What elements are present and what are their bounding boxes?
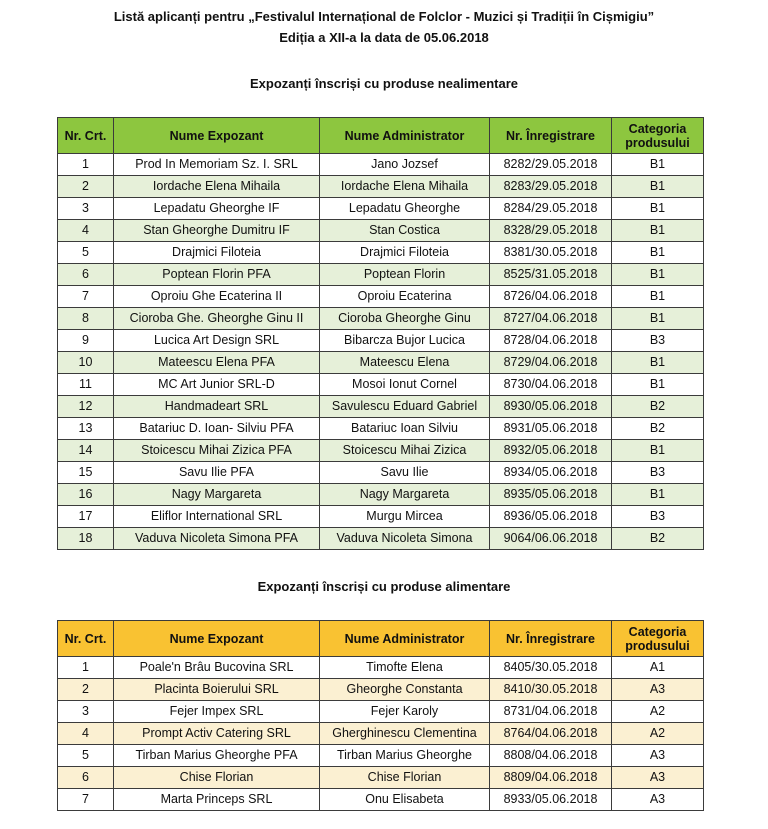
cell-exhibitor: Batariuc D. Ioan- Silviu PFA (114, 418, 320, 440)
cell-exhibitor: Iordache Elena Mihaila (114, 176, 320, 198)
table-row (58, 789, 704, 811)
cell-nr: 2 (58, 679, 114, 701)
cell-administrator: Batariuc Ioan Silviu (320, 418, 490, 440)
table-row (58, 767, 704, 789)
cell-exhibitor: MC Art Junior SRL-D (114, 374, 320, 396)
column-header-administrator: Nume Administrator (320, 621, 490, 657)
cell-exhibitor: Oproiu Ghe Ecaterina II (114, 286, 320, 308)
table-row (58, 723, 704, 745)
column-header-exhibitor: Nume Expozant (114, 118, 320, 154)
cell-administrator: Bibarcza Bujor Lucica (320, 330, 490, 352)
cell-exhibitor: Marta Princeps SRL (114, 789, 320, 811)
cell-category: B3 (612, 330, 704, 352)
cell-category: B1 (612, 286, 704, 308)
table-row (58, 242, 704, 264)
table-row (58, 264, 704, 286)
cell-exhibitor: Lepadatu Gheorghe IF (114, 198, 320, 220)
cell-registration: 9064/06.06.2018 (490, 528, 612, 550)
table-row (58, 745, 704, 767)
food-exhibitors-table (57, 620, 704, 811)
cell-nr: 12 (58, 396, 114, 418)
cell-nr: 14 (58, 440, 114, 462)
cell-registration: 8328/29.05.2018 (490, 220, 612, 242)
cell-administrator: Gheorghe Constanta (320, 679, 490, 701)
cell-registration: 8283/29.05.2018 (490, 176, 612, 198)
cell-category: A2 (612, 701, 704, 723)
cell-registration: 8729/04.06.2018 (490, 352, 612, 374)
table-row (58, 506, 704, 528)
cell-category: B1 (612, 264, 704, 286)
cell-nr: 8 (58, 308, 114, 330)
table-row (58, 440, 704, 462)
cell-exhibitor: Eliflor International SRL (114, 506, 320, 528)
cell-registration: 8525/31.05.2018 (490, 264, 612, 286)
column-header-administrator: Nume Administrator (320, 118, 490, 154)
cell-nr: 3 (58, 701, 114, 723)
cell-nr: 5 (58, 242, 114, 264)
section-heading-nonfood: Expozanți înscriși cu produse nealimentare (249, 76, 519, 91)
cell-administrator: Fejer Karoly (320, 701, 490, 723)
cell-exhibitor: Drajmici Filoteia (114, 242, 320, 264)
cell-nr: 2 (58, 176, 114, 198)
cell-exhibitor: Chise Florian (114, 767, 320, 789)
table-row (58, 484, 704, 506)
cell-category: B1 (612, 198, 704, 220)
cell-exhibitor: Poptean Florin PFA (114, 264, 320, 286)
cell-nr: 1 (58, 657, 114, 679)
cell-administrator: Tirban Marius Gheorghe (320, 745, 490, 767)
cell-administrator: Murgu Mircea (320, 506, 490, 528)
cell-exhibitor: Handmadeart SRL (114, 396, 320, 418)
cell-exhibitor: Fejer Impex SRL (114, 701, 320, 723)
cell-category: B3 (612, 506, 704, 528)
cell-registration: 8410/30.05.2018 (490, 679, 612, 701)
table-row (58, 528, 704, 550)
cell-exhibitor: Mateescu Elena PFA (114, 352, 320, 374)
cell-administrator: Stoicescu Mihai Zizica (320, 440, 490, 462)
cell-nr: 16 (58, 484, 114, 506)
table-row (58, 176, 704, 198)
table-row (58, 198, 704, 220)
cell-exhibitor: Lucica Art Design SRL (114, 330, 320, 352)
column-header-registration: Nr. Înregistrare (490, 621, 612, 657)
cell-nr: 5 (58, 745, 114, 767)
cell-category: A3 (612, 789, 704, 811)
cell-nr: 15 (58, 462, 114, 484)
table-row (58, 418, 704, 440)
cell-category: B2 (612, 396, 704, 418)
cell-category: B1 (612, 154, 704, 176)
cell-exhibitor: Poale'n Brâu Bucovina SRL (114, 657, 320, 679)
table-row (58, 330, 704, 352)
table-row (58, 352, 704, 374)
cell-registration: 8284/29.05.2018 (490, 198, 612, 220)
cell-exhibitor: Stoicescu Mihai Zizica PFA (114, 440, 320, 462)
cell-administrator: Savulescu Eduard Gabriel (320, 396, 490, 418)
cell-exhibitor: Placinta Boierului SRL (114, 679, 320, 701)
cell-administrator: Onu Elisabeta (320, 789, 490, 811)
cell-registration: 8808/04.06.2018 (490, 745, 612, 767)
cell-nr: 3 (58, 198, 114, 220)
table-row (58, 657, 704, 679)
table-row (58, 308, 704, 330)
cell-administrator: Vaduva Nicoleta Simona (320, 528, 490, 550)
cell-category: B3 (612, 462, 704, 484)
cell-registration: 8934/05.06.2018 (490, 462, 612, 484)
cell-registration: 8726/04.06.2018 (490, 286, 612, 308)
cell-administrator: Drajmici Filoteia (320, 242, 490, 264)
document-subtitle: Ediția a XII-a la data de 05.06.2018 (279, 30, 489, 45)
cell-category: B1 (612, 440, 704, 462)
cell-administrator: Iordache Elena Mihaila (320, 176, 490, 198)
cell-nr: 6 (58, 264, 114, 286)
cell-exhibitor: Prod In Memoriam Sz. I. SRL (114, 154, 320, 176)
nonfood-exhibitors-table (57, 117, 704, 550)
column-header-category: Categoria produsului (612, 621, 704, 657)
column-header-exhibitor: Nume Expozant (114, 621, 320, 657)
cell-nr: 9 (58, 330, 114, 352)
cell-registration: 8727/04.06.2018 (490, 308, 612, 330)
column-header-registration: Nr. Înregistrare (490, 118, 612, 154)
table-row (58, 154, 704, 176)
cell-nr: 7 (58, 286, 114, 308)
table-row (58, 374, 704, 396)
cell-exhibitor: Tirban Marius Gheorghe PFA (114, 745, 320, 767)
table-row (58, 286, 704, 308)
cell-nr: 4 (58, 220, 114, 242)
cell-administrator: Savu Ilie (320, 462, 490, 484)
table-header-row (58, 621, 704, 657)
cell-category: B2 (612, 418, 704, 440)
cell-registration: 8764/04.06.2018 (490, 723, 612, 745)
cell-registration: 8809/04.06.2018 (490, 767, 612, 789)
cell-exhibitor: Prompt Activ Catering SRL (114, 723, 320, 745)
cell-category: B1 (612, 176, 704, 198)
cell-nr: 7 (58, 789, 114, 811)
cell-registration: 8936/05.06.2018 (490, 506, 612, 528)
cell-administrator: Oproiu Ecaterina (320, 286, 490, 308)
cell-registration: 8405/30.05.2018 (490, 657, 612, 679)
cell-nr: 10 (58, 352, 114, 374)
cell-category: A3 (612, 767, 704, 789)
cell-registration: 8931/05.06.2018 (490, 418, 612, 440)
cell-category: B1 (612, 374, 704, 396)
column-header-nr: Nr. Crt. (58, 118, 114, 154)
cell-exhibitor: Savu Ilie PFA (114, 462, 320, 484)
cell-administrator: Mateescu Elena (320, 352, 490, 374)
cell-administrator: Stan Costica (320, 220, 490, 242)
table-header-row (58, 118, 704, 154)
cell-registration: 8381/30.05.2018 (490, 242, 612, 264)
cell-administrator: Timofte Elena (320, 657, 490, 679)
cell-category: A1 (612, 657, 704, 679)
cell-registration: 8932/05.06.2018 (490, 440, 612, 462)
cell-administrator: Jano Jozsef (320, 154, 490, 176)
cell-administrator: Cioroba Gheorghe Ginu (320, 308, 490, 330)
cell-administrator: Poptean Florin (320, 264, 490, 286)
cell-nr: 4 (58, 723, 114, 745)
document-title: Listă aplicanți pentru „Festivalul Internațional de Folclor - Muzici și Tradiții în Cișmigiu” (113, 9, 655, 24)
cell-administrator: Lepadatu Gheorghe (320, 198, 490, 220)
cell-registration: 8730/04.06.2018 (490, 374, 612, 396)
cell-administrator: Chise Florian (320, 767, 490, 789)
cell-category: A3 (612, 679, 704, 701)
cell-exhibitor: Nagy Margareta (114, 484, 320, 506)
cell-registration: 8935/05.06.2018 (490, 484, 612, 506)
cell-category: B2 (612, 528, 704, 550)
cell-category: B1 (612, 484, 704, 506)
column-header-category: Categoria produsului (612, 118, 704, 154)
table-row (58, 679, 704, 701)
cell-registration: 8933/05.06.2018 (490, 789, 612, 811)
table-row (58, 462, 704, 484)
cell-administrator: Nagy Margareta (320, 484, 490, 506)
cell-exhibitor: Vaduva Nicoleta Simona PFA (114, 528, 320, 550)
cell-exhibitor: Stan Gheorghe Dumitru IF (114, 220, 320, 242)
cell-category: B1 (612, 308, 704, 330)
cell-nr: 18 (58, 528, 114, 550)
table-body (58, 657, 704, 811)
cell-category: B1 (612, 242, 704, 264)
cell-nr: 6 (58, 767, 114, 789)
cell-registration: 8282/29.05.2018 (490, 154, 612, 176)
cell-nr: 1 (58, 154, 114, 176)
cell-administrator: Mosoi Ionut Cornel (320, 374, 490, 396)
cell-nr: 13 (58, 418, 114, 440)
cell-category: A3 (612, 745, 704, 767)
cell-registration: 8731/04.06.2018 (490, 701, 612, 723)
cell-nr: 11 (58, 374, 114, 396)
cell-category: B1 (612, 220, 704, 242)
cell-registration: 8930/05.06.2018 (490, 396, 612, 418)
table-body (58, 154, 704, 550)
section-heading-food: Expozanți înscriși cu produse alimentare (257, 579, 511, 594)
cell-category: B1 (612, 352, 704, 374)
cell-category: A2 (612, 723, 704, 745)
table-row (58, 220, 704, 242)
table-row (58, 396, 704, 418)
table-row (58, 701, 704, 723)
cell-registration: 8728/04.06.2018 (490, 330, 612, 352)
cell-exhibitor: Cioroba Ghe. Gheorghe Ginu II (114, 308, 320, 330)
cell-nr: 17 (58, 506, 114, 528)
cell-administrator: Gherghinescu Clementina (320, 723, 490, 745)
column-header-nr: Nr. Crt. (58, 621, 114, 657)
